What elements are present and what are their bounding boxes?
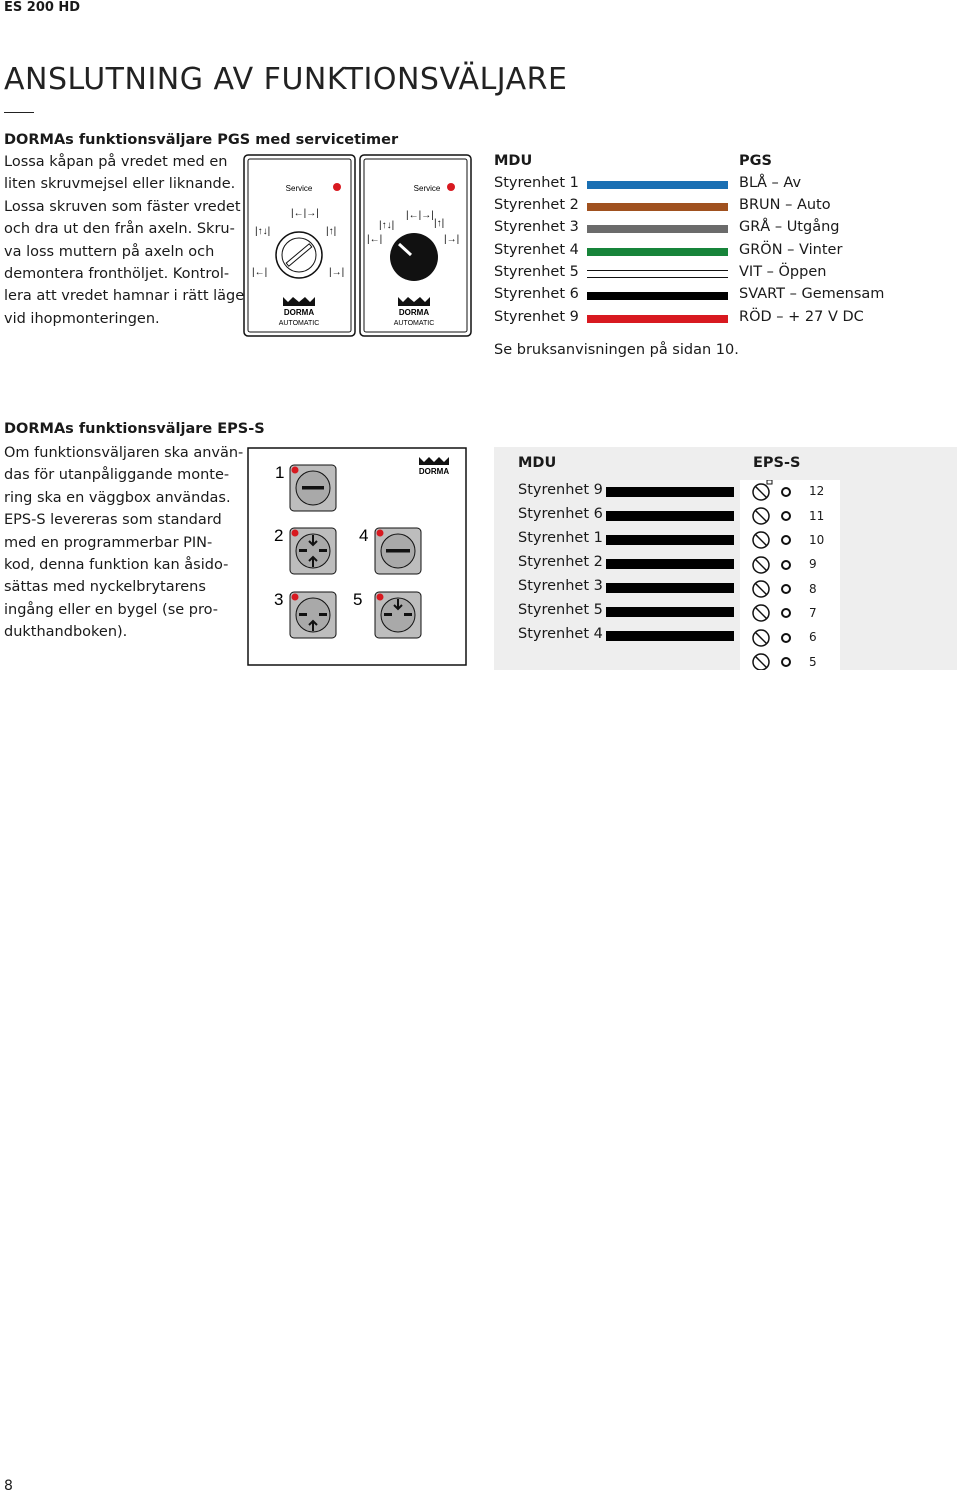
pgs-device-illustration [243, 154, 473, 339]
key-4-partial[interactable] [375, 528, 421, 574]
pgs-line: demontera fronthöljet. Kontrol- [4, 266, 230, 283]
mdu-unit: Styrenhet 9 [494, 309, 579, 325]
pgs-line: Lossa kåpan på vredet med en [4, 154, 228, 170]
wire-red [587, 315, 728, 323]
key-number: 3 [274, 590, 284, 609]
mdu-unit: Styrenhet 5 [494, 264, 579, 280]
pgs-wire-label: GRÅ – Utgång [739, 219, 840, 235]
eps-line: EPS-S levereras som standard [4, 512, 222, 529]
wire-green [587, 248, 728, 256]
automatic-label: AUTOMATIC [393, 320, 435, 327]
screw-terminal [753, 654, 790, 670]
terminal-number: 8 [809, 582, 817, 596]
mdu-unit: Styrenhet 1 [494, 175, 579, 191]
title-underline [4, 112, 34, 113]
pgs-line: och dra ut den från axeln. Skru- [4, 221, 235, 238]
terminal-number: 7 [809, 606, 817, 620]
mdu-unit: Styrenhet 6 [518, 506, 603, 522]
key-number: 5 [353, 590, 363, 609]
mdu-unit: Styrenhet 9 [518, 482, 603, 498]
svg-text:|↑|: |↑| [434, 218, 445, 229]
wire-black [606, 487, 734, 497]
manual-reference-note: Se bruksanvisningen på sidan 10. [494, 342, 739, 358]
pgs-line: vid ihopmonteringen. [4, 310, 160, 327]
terminal-screws [740, 480, 800, 670]
terminal-number: 12 [809, 484, 825, 498]
svg-text:|↑|: |↑| [326, 226, 337, 237]
wire-brown [587, 203, 728, 211]
eps-line: dukthandboken). [4, 624, 128, 641]
wire-white [587, 270, 728, 278]
pgs-wire-label: BLÅ – Av [739, 175, 802, 191]
mdu-header: MDU [494, 153, 533, 169]
key-number: 1 [275, 463, 285, 482]
svg-text:|←|: |←| [252, 267, 268, 278]
screw-terminal [753, 532, 790, 548]
screw-terminal [753, 630, 790, 646]
page-number: 8 [4, 1478, 13, 1494]
mdu-unit: Styrenhet 1 [518, 530, 603, 546]
mdu-unit: Styrenhet 3 [518, 578, 603, 594]
brand-label: DORMA [283, 308, 315, 317]
mdu-unit: Styrenhet 3 [494, 219, 579, 235]
eps-heading: DORMAs funktionsväljare EPS-S [4, 421, 265, 437]
mdu-unit: Styrenhet 5 [518, 602, 603, 618]
pgs-instructions [4, 151, 244, 330]
mdu-unit: Styrenhet 2 [518, 554, 603, 570]
key-2-automatic[interactable] [290, 528, 336, 574]
key-number: 2 [274, 526, 284, 545]
svg-text:|↑↓|: |↑↓| [379, 220, 395, 231]
mdu-unit: Styrenhet 6 [494, 286, 579, 302]
terminal-number: 5 [809, 655, 817, 669]
pgs-unit-service [244, 155, 355, 336]
wire-black [606, 631, 734, 641]
eps-instructions [4, 442, 243, 644]
mdu-unit: Styrenhet 4 [494, 242, 579, 258]
svg-text:|↑↓|: |↑↓| [255, 226, 271, 237]
key-1-off[interactable] [290, 465, 336, 511]
eps-keypad-panel [247, 447, 467, 666]
wire-black [606, 535, 734, 545]
svg-text:|←|→|: |←|→| [406, 210, 434, 221]
svg-text:|←|: |←| [367, 234, 383, 245]
screw-terminal [753, 508, 790, 524]
eps-line: Om funktionsväljaren ska använ- [4, 445, 244, 461]
service-label: Service [285, 184, 313, 193]
terminal-number: 9 [809, 557, 817, 571]
function-knob [390, 233, 438, 281]
terminal-number: 11 [809, 509, 825, 523]
eps-line: sättas med nyckelbrytarens [4, 579, 206, 596]
terminal-number: 10 [809, 533, 825, 547]
document-label: ES 200 HD [4, 0, 81, 15]
screw-terminal [753, 484, 790, 500]
mdu-unit: Styrenhet 2 [494, 197, 579, 213]
pgs-header: PGS [739, 153, 772, 169]
mdu-unit: Styrenhet 4 [518, 626, 603, 642]
key-3-exit[interactable] [290, 592, 336, 638]
wire-black [606, 511, 734, 521]
service-led [333, 183, 341, 191]
pgs-wire-label: BRUN – Auto [739, 197, 831, 213]
svg-text:|→|: |→| [444, 234, 460, 245]
wire-black [587, 292, 728, 300]
screw-terminal [753, 557, 790, 573]
eps-header: EPS-S [753, 455, 801, 471]
service-led [447, 183, 455, 191]
wire-black [606, 559, 734, 569]
eps-line: kod, denna funktion kan åsido- [4, 557, 229, 574]
screw-terminal [753, 605, 790, 621]
pgs-line: Lossa skruven som fäster vredet [4, 198, 241, 215]
automatic-label: AUTOMATIC [278, 320, 320, 327]
eps-line: ingång eller en bygel (se pro- [4, 601, 219, 618]
page-title: ANSLUTNING AV FUNKTIONSVÄLJARE [4, 62, 568, 97]
terminal-number: 6 [809, 630, 817, 644]
wire-black [606, 607, 734, 617]
pgs-line: va loss muttern på axeln och [4, 243, 215, 260]
svg-text:|→|: |→| [329, 267, 345, 278]
svg-text:|←|→|: |←|→| [291, 208, 319, 219]
pgs-wire-label: GRÖN – Vinter [739, 242, 843, 258]
pgs-wire-label: VIT – Öppen [739, 264, 827, 280]
eps-line: ring ska en väggbox användas. [4, 489, 231, 506]
eps-line: das för utanpåliggande monte- [4, 467, 230, 484]
pgs-line: liten skruvmejsel eller liknande. [4, 176, 236, 193]
pgs-unit-knob [360, 155, 471, 336]
brand-label: DORMA [398, 308, 430, 317]
wire-black [606, 583, 734, 593]
wire-grey [587, 225, 728, 233]
wire-blue [587, 181, 728, 189]
screw-terminal [753, 581, 790, 597]
eps-line: med en programmerbar PIN- [4, 534, 213, 551]
key-number: 4 [359, 526, 369, 545]
pgs-wire-label: RÖD – + 27 V DC [739, 309, 864, 325]
key-5-open[interactable] [375, 592, 421, 638]
service-label: Service [413, 184, 441, 193]
brand-label: DORMA [418, 467, 450, 476]
pgs-line: lera att vredet hamnar i rätt läge [4, 288, 245, 305]
mdu-header: MDU [518, 455, 557, 471]
pgs-heading: DORMAs funktionsväljare PGS med servicetimer [4, 132, 399, 148]
pgs-wire-label: SVART – Gemensam [739, 286, 885, 302]
